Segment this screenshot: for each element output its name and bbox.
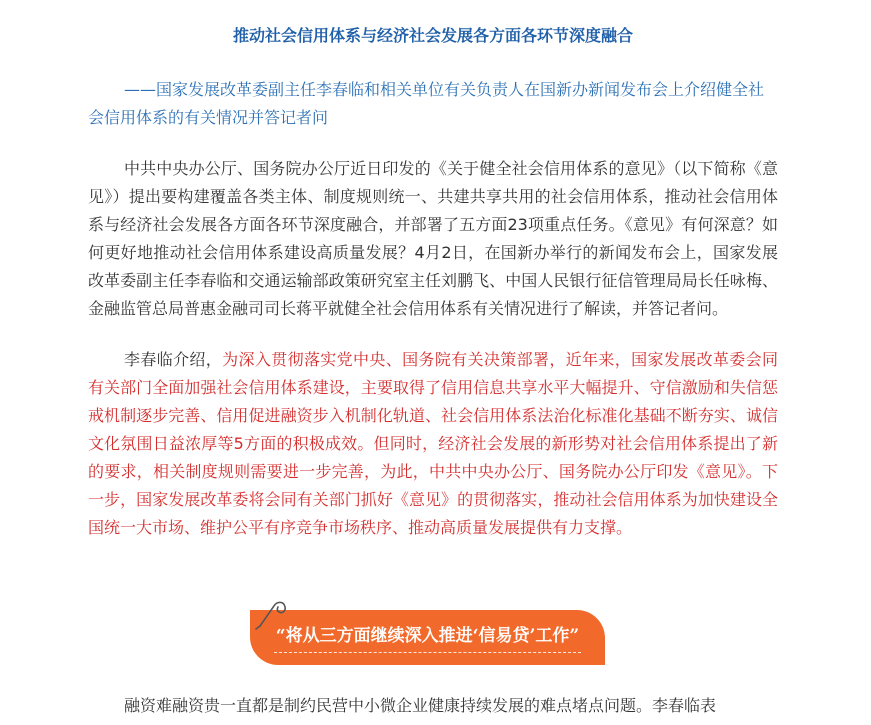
paragraph-li-chunlin	[88, 346, 778, 542]
highlighted-quote: 为深入贯彻落实党中央、国务院有关决策部署，近年来，国家发展改革委会同有关部门全面加强社会信用体系建设，主要取得了信用信息共享水平大幅提升、守信激励和失信惩戒机制逐步完善、信用促进融资步入机制化轨道、社会信用体系法治化标准化基础不断夯实、诚信文化氛围日益浓厚等5方面的积极成效。但同时，经济社会发展的新形势对社会信用体系提出了新的要求，相关制度规则需要进一步完善，为此，中共中央办公厅、国务院办公厅印发《意见》。下一步，国家发展改革委将会同有关部门抓好《意见》的贯彻落实，推动社会信用体系为加快建设全国统一大市场、维护公平有序竞争市场秩序、推动高质量发展提供有力支撑。	[88, 350, 778, 537]
article-subtitle: ——国家发展改革委副主任李春临和相关单位有关负责人在国新办新闻发布会上介绍健全社会信用体系的有关情况并答记者问	[88, 80, 765, 127]
banner-heading: “将从三方面继续深入推进‘信易贷’工作”	[275, 626, 580, 646]
paperclip-icon	[252, 596, 292, 630]
paragraph-financing: 融资难融资贵一直都是制约民营中小微企业健康持续发展的难点堵点问题。李春临表	[124, 696, 717, 715]
paragraph-lead-text: 李春临介绍，	[124, 350, 223, 369]
article-title: 推动社会信用体系与经济社会发展各方面各环节深度融合	[232, 26, 633, 45]
section-banner	[250, 596, 605, 670]
paragraph-intro: 中共中央办公厅、国务院办公厅近日印发的《关于健全社会信用体系的意见》（以下简称《意见》）提出要构建覆盖各类主体、制度规则统一、共建共享共用的社会信用体系，推动社会信用体系与经济社会发展各方面各环节深度融合，并部署了五方面23项重点任务。《意见》有何深意？如何更好地推动社会信用体系建设高质量发展？4月2日，在国新办举行的新闻发布会上，国家发展改革委副主任李春临和交通运输部政策研究室主任刘鹏飞、中国人民银行征信管理局局长任咏梅、金融监管总局普惠金融司司长蒋平就健全社会信用体系有关情况进行了解读，并答记者问。	[88, 159, 778, 318]
